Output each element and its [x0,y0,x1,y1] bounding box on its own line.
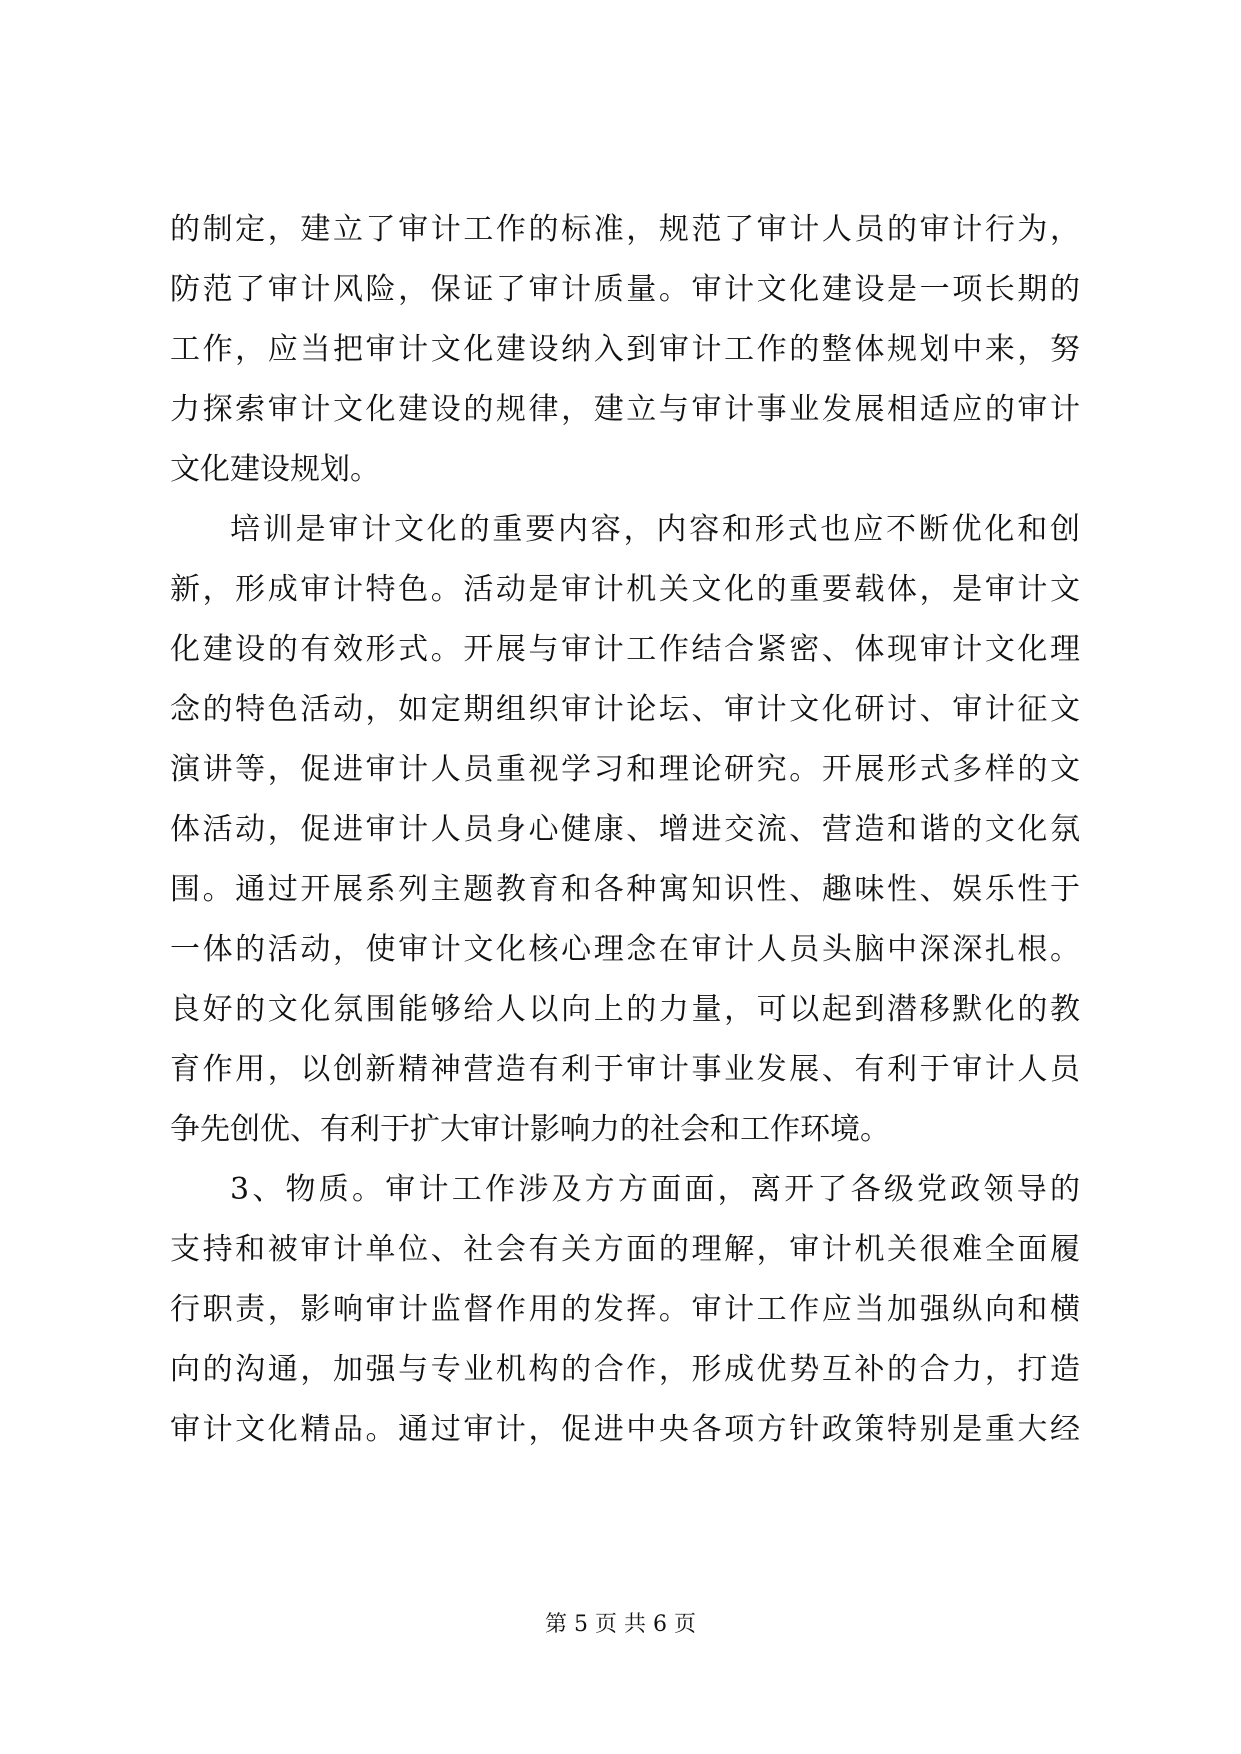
text-line: 争先创优、有利于扩大审计影响力的社会和工作环境。 [170,1112,890,1147]
text-line: 工作，应当把审计文化建设纳入到审计工作的整体规划中来，努 [170,332,1080,367]
text-line: 力探索审计文化建设的规律，建立与审计事业发展相适应的审计 [170,392,1080,427]
text-line: 支持和被审计单位、社会有关方面的理解，审计机关很难全面履 [170,1232,1080,1267]
paragraph-first-line: 3、物质。审计工作涉及方方面面，离开了各级党政领导的 [230,1172,1080,1207]
text-line: 文化建设规划。 [170,452,380,487]
paragraph-first-line: 培训是审计文化的重要内容，内容和形式也应不断优化和创 [230,512,1080,547]
page-number-footer: 第 5 页 共 6 页 [545,1612,696,1637]
text-line: 一体的活动，使审计文化核心理念在审计人员头脑中深深扎根。 [170,932,1080,967]
text-line: 防范了审计风险，保证了审计质量。审计文化建设是一项长期的 [170,272,1080,307]
text-line: 演讲等，促进审计人员重视学习和理论研究。开展形式多样的文 [170,752,1080,787]
text-line: 体活动，促进审计人员身心健康、增进交流、营造和谐的文化氛 [170,812,1080,847]
text-line: 的制定，建立了审计工作的标准，规范了审计人员的审计行为， [170,212,1080,247]
text-line: 行职责，影响审计监督作用的发挥。审计工作应当加强纵向和横 [170,1292,1080,1327]
text-line: 围。通过开展系列主题教育和各种寓知识性、趣味性、娱乐性于 [170,872,1080,907]
text-line: 向的沟通，加强与专业机构的合作，形成优势互补的合力，打造 [170,1352,1080,1387]
text-line: 审计文化精品。通过审计，促进中央各项方针政策特别是重大经 [170,1412,1080,1447]
text-line: 化建设的有效形式。开展与审计工作结合紧密、体现审计文化理 [170,632,1080,667]
text-line: 育作用，以创新精神营造有利于审计事业发展、有利于审计人员 [170,1052,1080,1087]
text-line: 新，形成审计特色。活动是审计机关文化的重要载体，是审计文 [170,572,1080,607]
text-line: 良好的文化氛围能够给人以向上的力量，可以起到潜移默化的教 [170,992,1080,1027]
text-line: 念的特色活动，如定期组织审计论坛、审计文化研讨、审计征文 [170,692,1080,727]
